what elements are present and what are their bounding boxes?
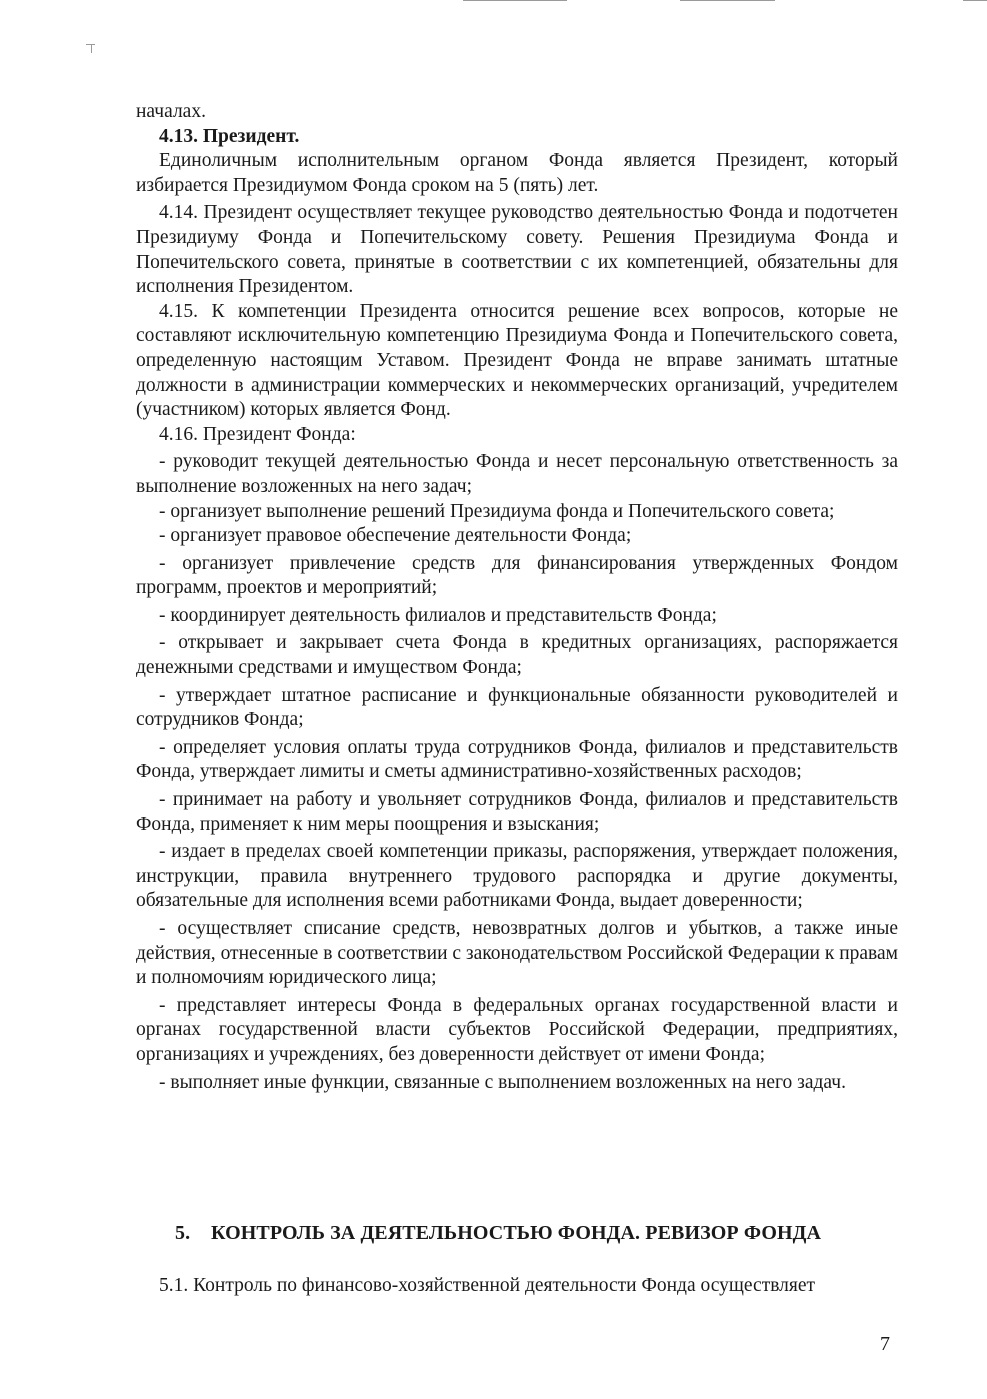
scan-artifact bbox=[963, 0, 987, 1]
paragraph: Единоличным исполнительным органом Фонда является Президент, который избирается Президиумом Фонда сроком на 5 (пять) лет. bbox=[136, 150, 898, 196]
section-title-text: КОНТРОЛЬ ЗА ДЕЯТЕЛЬНОСТЬЮ ФОНДА. РЕВИЗОР ФОНДА bbox=[211, 1222, 822, 1244]
continued-fragment: началах. bbox=[136, 101, 206, 122]
section-heading-5 bbox=[175, 1222, 821, 1245]
paragraph-4-16: 4.16. Президент Фонда: bbox=[159, 423, 356, 445]
list-item: - издает в пределах своей компетенции приказы, распоряжения, утверждает положения, инструкции, правила внутреннего трудового распорядка и другие документы, обязательные для исполнения всеми работниками Фонда, выдает доверенности; bbox=[136, 841, 898, 912]
list-item: - утверждает штатное расписание и функциональные обязанности руководителей и сотрудников Фонда; bbox=[136, 684, 898, 731]
page-number: 7 bbox=[880, 1333, 890, 1355]
list-item: - организует выполнение решений Президиума фонда и Попечительского совета; bbox=[159, 500, 835, 522]
list-item: - руководит текущей деятельностью Фонда и несет персональную ответственность за выполнение возложенных на него задач; bbox=[136, 451, 898, 497]
list-item: - осуществляет списание средств, невозвратных долгов и убытков, а также иные действия, отнесенные в соответствии с законодательством Российской Федерации к правам и полномочиям юридического лица; bbox=[136, 918, 898, 989]
paragraph-4-14: 4.14. Президент осуществляет текущее руководство деятельностью Фонда и подотчетен Президиуму Фонда и Попечительскому совету. Решения Президиума Фонда и Попечительского совета, принятые в соответствии с их компетенцией, обязательны для исполнения Президентом. bbox=[136, 202, 898, 298]
list-item: - принимает на работу и увольняет сотрудников Фонда, филиалов и представительств Фонда, применяет к ним меры поощрения и взыскания; bbox=[136, 789, 898, 835]
scan-artifact bbox=[91, 45, 92, 53]
scan-artifact bbox=[463, 0, 567, 1]
list-item: - координирует деятельность филиалов и представительств Фонда; bbox=[159, 604, 717, 626]
list-item: - выполняет иные функции, связанные с выполнением возложенных на него задач. bbox=[159, 1071, 846, 1093]
list-item: - открывает и закрывает счета Фонда в кредитных организациях, распоряжается денежными средствами и имуществом Фонда; bbox=[136, 632, 898, 679]
paragraph-5-1: 5.1. Контроль по финансово-хозяйственной деятельности Фонда осуществляет bbox=[159, 1275, 816, 1296]
list-item: - представляет интересы Фонда в федеральных органах государственной власти и органах государственной власти субъектов Российской Федерации, предприятиях, организациях и учреждениях, без доверенности действует от имени Фонда; bbox=[136, 994, 898, 1065]
document-body bbox=[136, 100, 898, 1095]
list-item: - организует правовое обеспечение деятельности Фонда; bbox=[159, 525, 632, 547]
list-item: - определяет условия оплаты труда сотрудников Фонда, филиалов и представительств Фонда, утверждает лимиты и сметы административно-хозяйственных расходов; bbox=[136, 736, 898, 783]
paragraph-4-15: 4.15. К компетенции Президента относится решение всех вопросов, которые не составляют исключительную компетенцию Президиума Фонда и Попечительского совета, определенную настоящим Уставом. Президент Фонда не вправе занимать штатные должности в администрации коммерческих и некоммерческих организаций, учредителем (участником) которых является Фонд. bbox=[136, 300, 898, 421]
section-number: 5. bbox=[175, 1222, 191, 1244]
scan-artifact bbox=[680, 0, 775, 1]
section-heading-4-13: 4.13. Президент. bbox=[159, 125, 300, 147]
list-item: - организует привлечение средств для финансирования утвержденных Фондом программ, проектов и мероприятий; bbox=[136, 552, 898, 599]
